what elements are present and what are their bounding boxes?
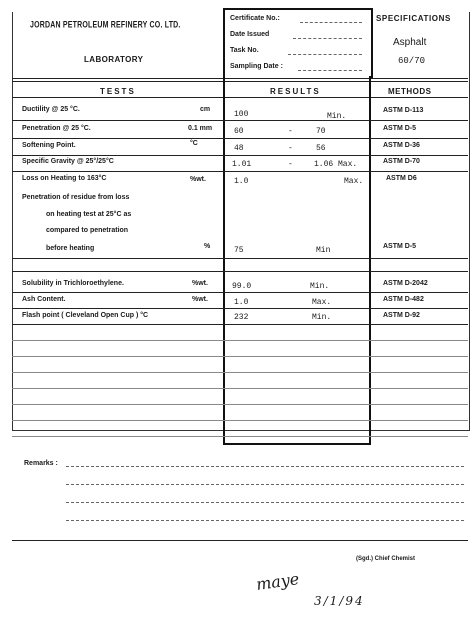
result-value: 1.0 [234, 177, 249, 186]
certificate-no-label: Certificate No.: [230, 15, 280, 22]
product-grade: 60/70 [398, 56, 426, 66]
penetration-note-line: on heating test at 25°C as [46, 211, 132, 218]
test-method: ASTM D-113 [383, 107, 424, 114]
test-name: Solubility in Trichloroethylene. [22, 280, 124, 287]
test-name: Flash point ( Cleveland Open Cup ) °C [22, 312, 149, 319]
test-name: Ductility @ 25 °C. [22, 106, 80, 113]
result-value: 60 [234, 127, 244, 136]
result-limit: Min [316, 246, 331, 255]
result-value: 1.0 [234, 298, 249, 307]
test-method: ASTM D-70 [383, 158, 420, 165]
result-limit: Max. [312, 298, 332, 307]
test-unit: %wt. [192, 296, 208, 303]
test-unit: %wt. [190, 176, 206, 183]
test-unit: 0.1 mm [188, 125, 213, 132]
test-unit: °C [190, 140, 198, 147]
penetration-note-line: compared to penetration [46, 227, 129, 234]
handwritten-date: 3/1/94 [314, 594, 365, 608]
penetration-note-line: Penetration of residue from loss [22, 194, 130, 201]
test-method: ASTM D-5 [383, 125, 417, 132]
test-name: Penetration @ 25 °C. [22, 125, 91, 132]
tests-column-header: TESTS [100, 87, 136, 96]
result-limit: Max. [344, 177, 364, 186]
task-no-label: Task No. [230, 47, 259, 54]
result-limit: 70 [316, 127, 326, 136]
result-value: 99.0 [232, 282, 252, 291]
company-name: JORDAN PETROLEUM REFINERY CO. LTD. [30, 21, 181, 30]
remarks-label: Remarks : [24, 460, 58, 467]
result-value: 1.01 [232, 160, 252, 169]
test-unit: % [204, 243, 211, 250]
result-value: 100 [234, 110, 249, 119]
result-limit: 56 [316, 144, 326, 153]
product-name: Asphalt [393, 37, 427, 48]
date-issued-label: Date Issued [230, 31, 270, 38]
result-separator: - [288, 160, 293, 169]
chief-chemist-label: (Sgd.) Chief Chemist [356, 556, 416, 562]
test-name: Specific Gravity @ 25°/25°C [22, 158, 114, 165]
test-method: ASTM D-36 [383, 142, 420, 149]
result-value: 232 [234, 313, 249, 322]
test-method: ASTM D-482 [383, 296, 424, 303]
penetration-note-line: before heating [46, 245, 95, 252]
result-separator: - [288, 127, 293, 136]
result-limit: Min. [327, 112, 347, 121]
result-limit: 1.06 Max. [314, 160, 358, 169]
test-method: ASTM D6 [386, 175, 417, 182]
test-name: Softening Point. [22, 142, 76, 149]
result-separator: - [288, 144, 293, 153]
test-name: Loss on Heating to 163°C [22, 175, 107, 182]
sampling-date-label: Sampling Date : [230, 63, 283, 70]
test-method: ASTM D-5 [383, 243, 417, 250]
test-method: ASTM D-92 [383, 312, 420, 319]
results-column-header: RESULTS [270, 87, 321, 96]
test-name: Ash Content. [22, 296, 66, 303]
result-limit: Min. [312, 313, 332, 322]
result-limit: Min. [310, 282, 330, 291]
result-value: 75 [234, 246, 244, 255]
test-unit: cm [200, 106, 211, 113]
spec-title: SPECIFICATIONS [376, 14, 451, 23]
signature: maye [254, 569, 301, 594]
methods-column-header: METHODS [388, 87, 432, 96]
test-unit: %wt. [192, 280, 208, 287]
result-value: 48 [234, 144, 244, 153]
test-method: ASTM D-2042 [383, 280, 428, 287]
department-name: LABORATORY [84, 55, 144, 64]
